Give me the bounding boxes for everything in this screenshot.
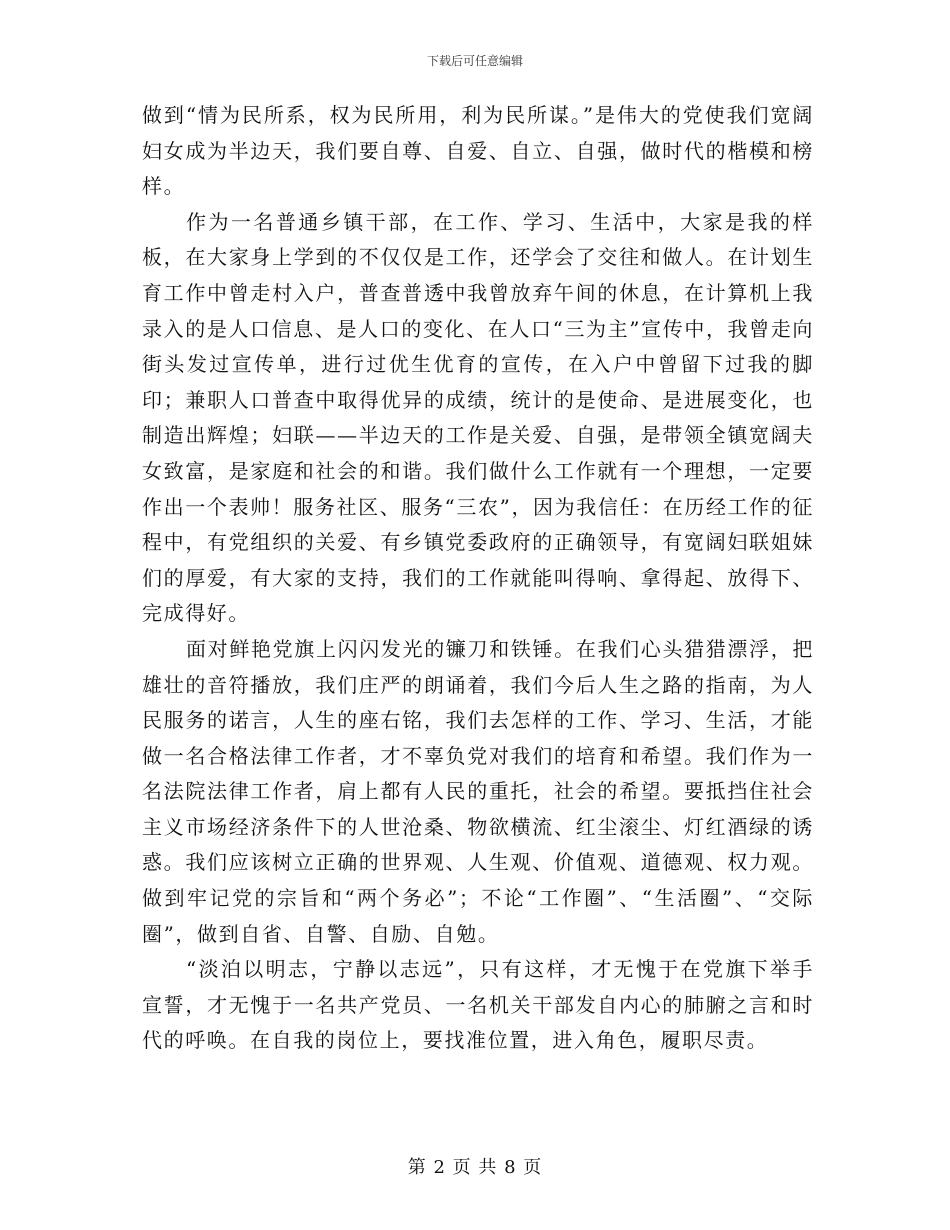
page-number-footer: 第 2 页 共 8 页 [407, 1157, 543, 1178]
document-body [142, 98, 814, 1059]
paragraph-3: 面对鲜艳党旗上闪闪发光的镰刀和铁锤。在我们心头猎猎漂浮，把雄壮的音符播放，我们庄严的朗诵着，我们今后人生之路的指南，为人民服务的诺言，人生的座右铭，我们去怎样的工作、学习、生活，才能做一名合格法律工作者，才不辜负党对我们的培育和希望。我们作为一名法院法律工作者，肩上都有人民的重托，社会的希望。要抵挡住社会主义市场经济条件下的人世沧桑、物欲横流、红尘滚尘、灯红酒绿的诱惑。我们应该树立正确的世界观、人生观、价值观、道德观、权力观。做到牢记党的宗旨和“两个务必”；不论“工作圈”、“生活圈”、“交际圈”，做到自省、自警、自励、自勉。 [142, 636, 814, 946]
paragraph-1: 做到“情为民所系，权为民所用，利为民所谋。”是伟大的党使我们宽阔妇女成为半边天，我们要自尊、自爱、自立、自强，做时代的楷模和榜样。 [142, 103, 814, 199]
paragraph-4: “淡泊以明志，宁静以志远”，只有这样，才无愧于在党旗下举手宣誓，才无愧于一名共产党员、一名机关干部发自内心的肺腑之言和时代的呼唤。在自我的岗位上，要找准位置，进入角色，履职尽责。 [142, 957, 814, 1053]
paragraph-2: 作为一名普通乡镇干部，在工作、学习、生活中，大家是我的样板，在大家身上学到的不仅仅是工作，还学会了交往和做人。在计划生育工作中曾走村入户，普查普透中我曾放弃午间的休息，在计算机上我录入的是人口信息、是人口的变化、在人口“三为主”宣传中，我曾走向街头发过宣传单，进行过优生优育的宣传，在入户中曾留下过我的脚印；兼职人口普查中取得优异的成绩，统计的是使命、是进展变化，也制造出辉煌；妇联——半边天的工作是关爱、自强，是带领全镇宽阔夫女致富，是家庭和社会的和谐。我们做什么工作就有一个理想，一定要作出一个表帅！服务社区、服务“三农”，因为我信任：在历经工作的征程中，有党组织的关爱、有乡镇党委政府的正确领导，有宽阔妇联姐妹们的厚爱，有大家的支持，我们的工作就能叫得响、拿得起、放得下、完成得好。 [142, 209, 814, 626]
page-header-note: 下载后可任意编辑 [426, 54, 523, 68]
